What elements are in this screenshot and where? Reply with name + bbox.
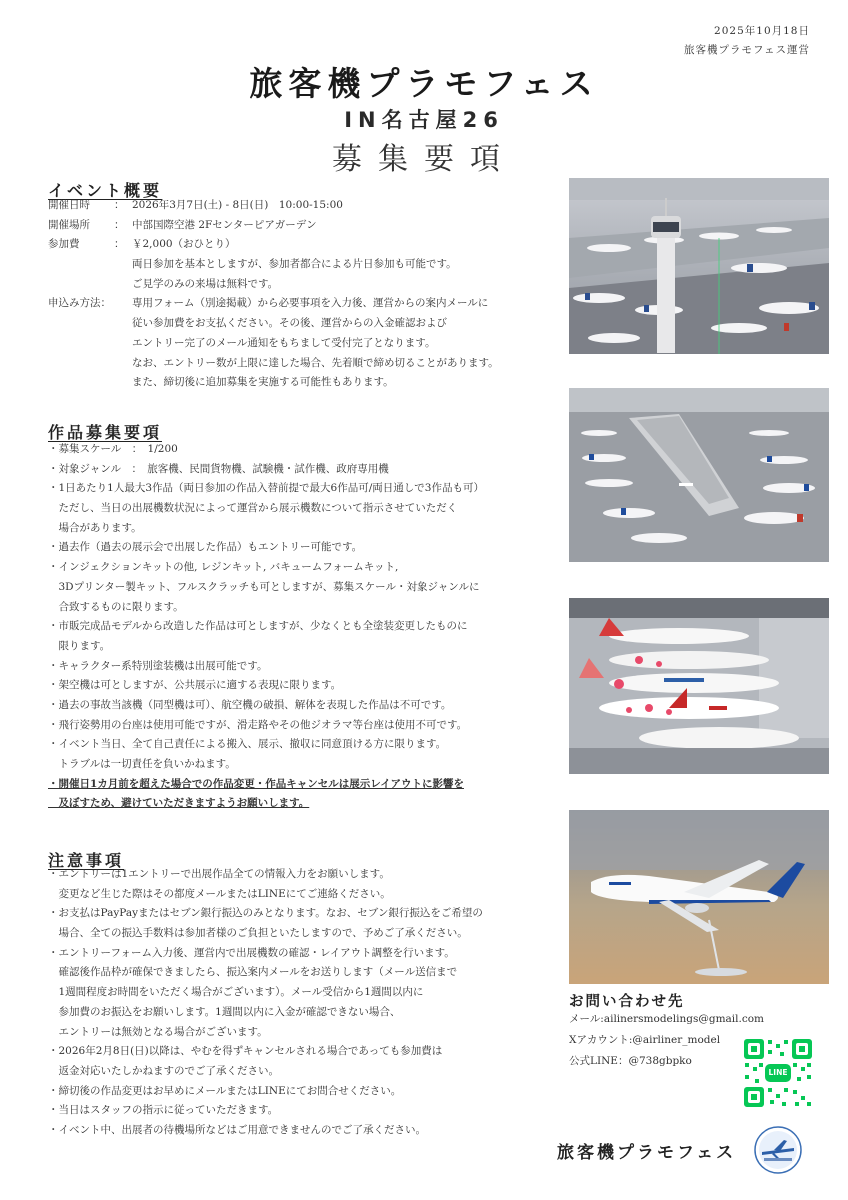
works-heading: 作品募集要項 <box>48 423 163 442</box>
apply-line: 従い参加費をお支払ください。その後、運営からの入金確認および <box>132 317 447 330</box>
line-qr-code[interactable] <box>741 1036 815 1110</box>
notes-line: 参加費のお振込をお願いします。1週間以内に入金が確認できない場合、 <box>48 1005 401 1018</box>
footer-brand: 旅客機プラモフェス <box>557 1143 737 1163</box>
contact-x-account[interactable]: Xアカウント:@airliner_model <box>569 1034 721 1046</box>
notes-line: ・イベント中、出展者の待機場所などはご用意できませんのでご了承ください。 <box>48 1123 426 1136</box>
overview-section <box>48 196 568 393</box>
works-line: ・イベント当日、全て自己責任による搬入、展示、撤収に同意頂ける方に限ります。 <box>48 738 447 751</box>
works-line: ・1日あたり1人最大3作品（両日参加の作品入替前提で最大6作品可/両日通しで3作品も可） <box>48 482 484 495</box>
apply-row <box>48 294 568 314</box>
works-line: トラブルは一切責任を負いかねます。 <box>48 758 236 770</box>
fee-value: ￥2,000（おひとり） <box>132 238 236 251</box>
works-line: ・募集スケール ： 1/200 <box>48 443 178 455</box>
contact-email[interactable]: メール:ailinersmodelings@gmail.com <box>569 1013 764 1025</box>
apply-label: 申込み方法： <box>48 297 111 310</box>
apply-line: なお、エントリー数が上限に達した場合、先着順で締め切ることがあります。 <box>132 356 499 369</box>
notes-line: 確認後作品枠が確保できましたら、振込案内メールをお送りします（メール送信まで <box>48 966 458 979</box>
diorama-photo-livery <box>569 598 829 774</box>
apply-line: エントリー完了のメール通知をもちまして受付完了となります。 <box>132 336 436 349</box>
notes-line: ・2026年2月8日(日)以降は、やむを得ずキャンセルされる場合であっても参加費は <box>48 1045 443 1058</box>
event-logo-icon <box>754 1126 802 1174</box>
works-line: 3Dプリンター製キット、フルスクラッチも可としますが、募集スケール・対象ジャンルに <box>48 580 480 593</box>
works-important-line: ・開催日1カ月前を超えた場合での作品変更・作品キャンセルは展示レイアウトに影響を <box>48 777 464 790</box>
diorama-photo-terminal <box>569 388 829 562</box>
place-label: 開催場所 <box>48 218 90 231</box>
organizer-name: 旅客機プラモフェス運営 <box>684 44 810 56</box>
model-photo-787 <box>569 810 829 984</box>
works-line: ・キャラクター系特別塗装機は出展可能です。 <box>48 659 268 672</box>
works-important-line: 及ぼすため、避けていただきますようお願いします。 <box>48 797 310 810</box>
diorama-photo-tower <box>569 178 829 354</box>
overview-heading: イベント概要 <box>48 181 163 200</box>
notes-line: 返金対応いたしかねますのでご了承ください。 <box>48 1064 279 1077</box>
notes-line: エントリーは無効となる場合がございます。 <box>48 1025 268 1038</box>
date-row: 開催日時 ： 2026年3月7日(土) - 8日(日) 10:00-15:00 <box>48 196 568 216</box>
line-badge-text: LINE <box>768 1068 788 1077</box>
document-title: 募集要項 <box>332 142 516 177</box>
notes-line: ・エントリーは1エントリーで出展作品全ての情報入力をお願いします。 <box>48 868 390 880</box>
notes-line: ・エントリーフォーム入力後、運営内で出展機数の確認・レイアウト調整を行います。 <box>48 946 455 959</box>
fee-note: 両日参加を基本としますが、参加者都合による片日参加も可能です。 <box>132 258 457 271</box>
works-line: ・過去作（過去の展示会で出展した作品）もエントリー可能です。 <box>48 541 363 554</box>
event-subtitle: IN名古屋26 <box>344 108 504 132</box>
notes-line: 場合、全ての振込手数料は参加者様のご負担といたしますので、予めご了承ください。 <box>48 927 468 940</box>
fee-note: ご見学のみの来場は無料です。 <box>132 277 279 290</box>
works-line: ・架空機は可としますが、公共展示に適する表現に限ります。 <box>48 679 342 692</box>
event-title: 旅客機プラモフェス <box>249 64 599 103</box>
place-row: 開催場所 ： 中部国際空港 2Fセンターピアガーデン <box>48 216 568 236</box>
notes-line: 変更など生じた際はその都度メールまたはLINEにてご連絡ください。 <box>48 887 391 900</box>
date-label: 開催日時 <box>48 199 90 211</box>
works-line: ・飛行姿勢用の台座は使用可能ですが、滑走路やその他ジオラマ等台座は使用不可です。 <box>48 718 468 731</box>
apply-line: また、締切後に追加募集を実施する可能性もあります。 <box>132 376 394 389</box>
place-value: 中部国際空港 2Fセンターピアガーデン <box>132 218 317 231</box>
date-value: 2026年3月7日(土) - 8日(日) 10:00-15:00 <box>132 199 343 211</box>
notes-section <box>48 865 568 1141</box>
notes-line: ・締切後の作品変更はお早めにメールまたはLINEにてお問合せください。 <box>48 1084 402 1097</box>
fee-label: 参加費 <box>48 238 80 251</box>
works-line: ・過去の事故当該機（同型機は可）、航空機の破損、解体を表現した作品は不可です。 <box>48 698 452 711</box>
fee-notes <box>48 255 568 294</box>
contact-heading: お問い合わせ先 <box>569 993 685 1010</box>
notes-line: ・当日はスタッフの指示に従っていただきます。 <box>48 1104 279 1117</box>
contact-line-id[interactable]: 公式LINE：@738gbpko <box>569 1055 692 1067</box>
notes-heading: 注意事項 <box>48 851 125 870</box>
works-line: 限ります。 <box>48 639 111 652</box>
issue-date: 2025年10月18日 <box>714 25 810 37</box>
works-line: 合致するものに限ります。 <box>48 600 184 613</box>
works-line: ・対象ジャンル ： 旅客機、民間貨物機、試験機・試作機、政府専用機 <box>48 462 389 475</box>
works-section <box>48 440 568 814</box>
notes-line: ・お支払はPayPayまたはセブン銀行振込のみとなります。なお、セブン銀行振込をご希望の <box>48 907 483 920</box>
works-line: ・インジェクションキットの他, レジンキット, バキュームフォームキット, <box>48 561 399 574</box>
works-line: ・市販完成品モデルから改造した作品は可としますが、少なくとも全塗装変更したものに <box>48 620 468 633</box>
apply-line: 専用フォーム（別途掲載）から必要事項を入力後、運営からの案内メールに <box>132 297 489 310</box>
works-line: 場合があります。 <box>48 521 142 534</box>
works-line: ただし、当日の出展機数状況によって運営から展示機数について指示させていただく <box>48 502 458 515</box>
notes-line: 1週間程度お時間をいただく場合がございます）。メール受信から1週間以内に <box>48 986 424 999</box>
apply-lines <box>48 314 568 393</box>
fee-row: 参加費 ： ￥2,000（おひとり） <box>48 235 568 255</box>
